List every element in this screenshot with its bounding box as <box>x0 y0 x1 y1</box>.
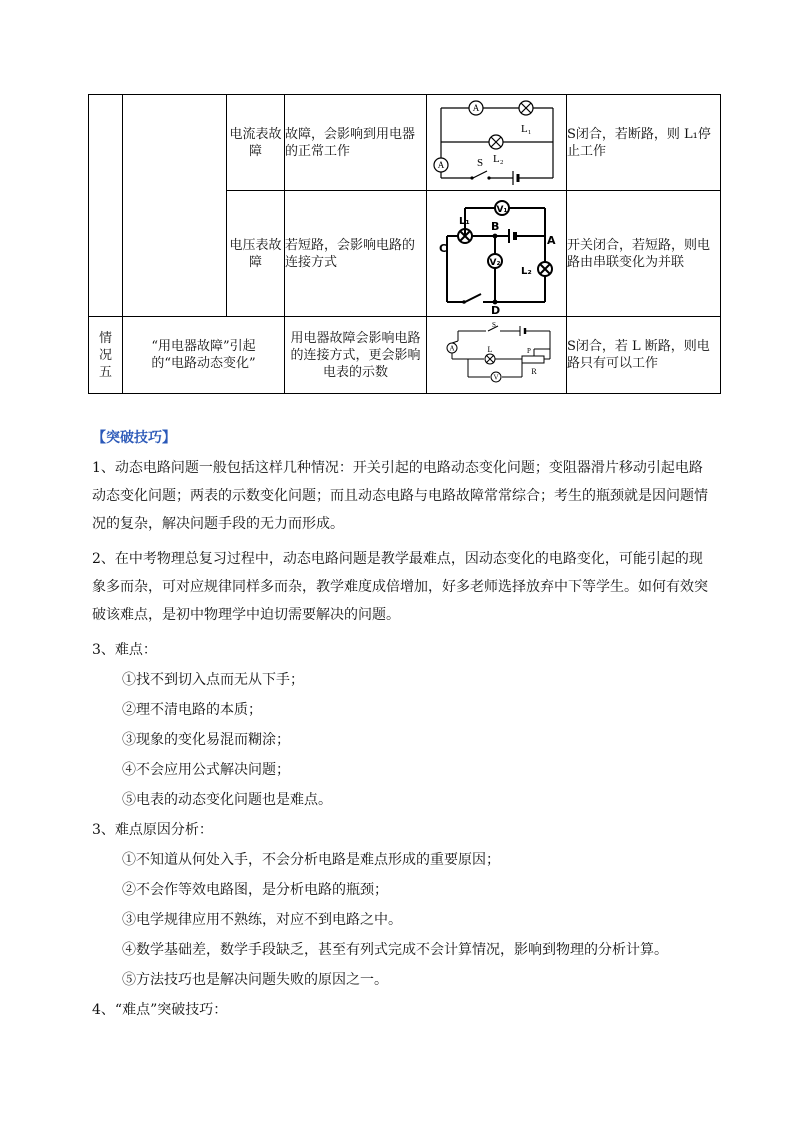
label-node-a: A <box>546 233 556 247</box>
section-title: 【突破技巧】 <box>92 430 176 446</box>
label-ammeter-top: A <box>472 102 479 113</box>
appliance-fault-circuit-diagram <box>438 321 556 389</box>
situation-cell: 情况五 <box>89 317 123 394</box>
cause-item: ②不会作等效电路图，是分析电路的瓶颈； <box>122 882 388 898</box>
result-note-cell: S闭合，若断路，则 L₁停止工作 <box>567 95 721 191</box>
result-note-cell: S闭合，若 L 断路，则电路只有可以工作 <box>567 317 721 394</box>
label-node-d: D <box>490 303 500 314</box>
label-l2: L₂ <box>492 152 504 165</box>
result-note-cell: 开关闭合，若短路，则电路由串联变化为并联 <box>567 191 721 317</box>
causes-heading: 3、难点原因分析： <box>92 822 213 838</box>
paragraph-2: 2、在中考物理总复习过程中，动态电路问题是教学最难点，因动态变化的电路变化，可能引起的现象多而杂，可对应规律同样多而杂，教学难度成倍增加，好多老师选择放弃中下等学生。如何有效突破该难点，是初中物理学中迫切需要解决的问题。 <box>92 551 708 623</box>
circuit-diagram-cell <box>427 317 567 394</box>
label-switch: S <box>476 156 483 169</box>
label-ammeter-left: A <box>437 159 444 170</box>
label-voltmeter: V <box>492 373 499 382</box>
fault-type-cell: 电压表故障 <box>227 191 285 317</box>
difficulty-item: ⑤电表的动态变化问题也是难点。 <box>122 792 332 808</box>
circuit-diagram-cell <box>427 191 567 317</box>
fault-table <box>88 94 721 394</box>
situation-cell-empty <box>89 95 123 317</box>
cause-item: ⑤方法技巧也是解决问题失败的原因之一。 <box>122 972 388 988</box>
category-cell-empty <box>123 95 227 317</box>
table-row <box>89 95 721 191</box>
cause-item: ④数学基础差，数学手段缺乏，甚至有列式完成不会计算情况，影响到物理的分析计算。 <box>122 942 668 958</box>
label-node-c: C <box>438 241 447 255</box>
fault-desc-cell: 故障，会影响到用电器的正常工作 <box>285 95 427 191</box>
label-v1: V₁ <box>496 204 507 215</box>
fault-desc-cell: 用电器故障会影响电路的连接方式，更会影响电表的示数 <box>285 317 427 394</box>
ammeter-fault-circuit-diagram <box>433 98 561 188</box>
voltmeter-fault-circuit-diagram <box>437 194 557 314</box>
difficulty-item: ②理不清电路的本质； <box>122 702 262 718</box>
breakthrough-heading: 4、“难点”突破技巧： <box>92 1002 228 1018</box>
label-ammeter: A <box>448 344 455 353</box>
paragraph-1: 1、动态电路问题一般包括这样几种情况：开关引起的电路动态变化问题；变阻器滑片移动引起电路动态变化问题；两表的示数变化问题；而且动态电路与电路故障常常综合；考生的瓶颈就是因问题情况的复杂，解决问题手段的无力而形成。 <box>92 460 708 532</box>
label-switch: S <box>491 321 496 329</box>
label-slider-p: P <box>526 347 531 355</box>
label-l1: L₁ <box>520 122 532 135</box>
fault-desc-cell: 若短路，会影响电路的连接方式 <box>285 191 427 317</box>
cause-item: ③电学规律应用不熟练，对应不到电路之中。 <box>122 912 402 928</box>
label-l1: L₁ <box>458 215 470 227</box>
fault-type-cell: 电流表故障 <box>227 95 285 191</box>
fault-type-cell: “用电器故障”引起的“电路动态变化” <box>123 317 285 394</box>
difficulty-item: ④不会应用公式解决问题； <box>122 762 290 778</box>
difficulty-heading: 3、难点： <box>92 642 157 658</box>
label-lamp: L <box>487 345 492 354</box>
label-v2: V₂ <box>489 257 500 268</box>
circuit-diagram-cell <box>427 95 567 191</box>
label-node-b: B <box>490 219 499 233</box>
label-l2: L₂ <box>520 265 532 277</box>
difficulty-item: ①找不到切入点而无从下手； <box>122 672 304 688</box>
table-row <box>89 317 721 394</box>
label-resistor: R <box>530 367 537 376</box>
cause-item: ①不知道从何处入手，不会分析电路是难点形成的重要原因； <box>122 852 500 868</box>
difficulty-item: ③现象的变化易混而糊涂； <box>122 732 290 748</box>
